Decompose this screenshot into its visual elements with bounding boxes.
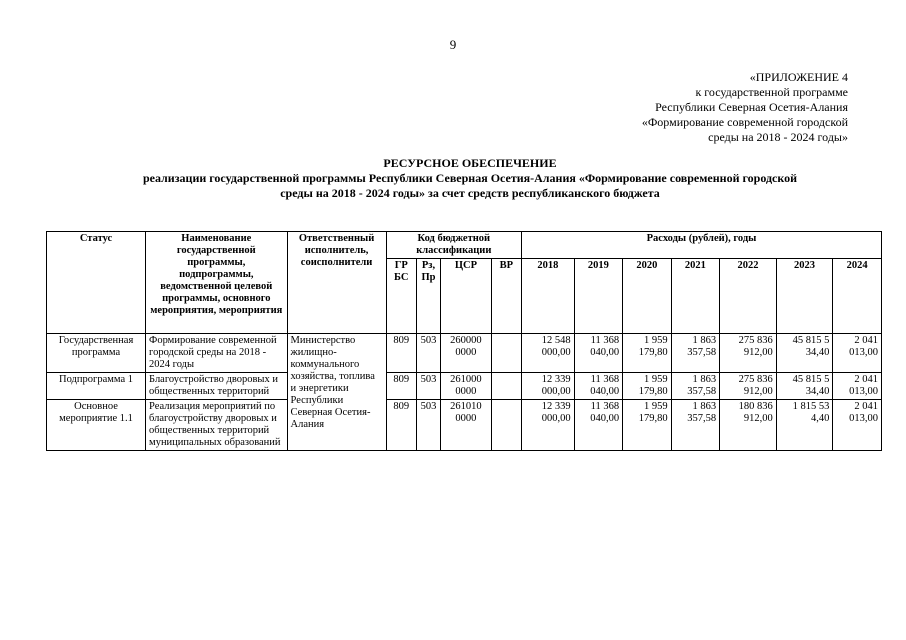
value-cell: 1 959 179,80 [623, 400, 672, 451]
appendix-line: «ПРИЛОЖЕНИЕ 4 [749, 70, 848, 84]
name-cell: Формирование современной городской среды на 2018 - 2024 годы [146, 334, 288, 373]
resource-table [46, 231, 882, 451]
table-row [47, 400, 882, 451]
table-row [47, 334, 882, 373]
value-cell: 11 368 040,00 [574, 373, 623, 400]
appendix-block [642, 70, 848, 145]
header-expenses: Расходы (рублей), годы [522, 232, 882, 259]
value-cell: 11 368 040,00 [574, 400, 623, 451]
header-year: 2024 [833, 259, 882, 334]
header-year: 2021 [671, 259, 720, 334]
value-cell: 45 815 5 34,40 [776, 373, 833, 400]
status-cell: Государственная программа [47, 334, 146, 373]
value-cell: 2 041 013,00 [833, 334, 882, 373]
document-title [70, 156, 870, 201]
table-row [47, 373, 882, 400]
title-line: среды на 2018 - 2024 годы» за счет средств республиканского бюджета [280, 186, 660, 200]
header-grbs: ГР БС [386, 259, 416, 334]
csr-cell: 261000 0000 [441, 373, 492, 400]
header-rzpr: Рз, Пр [416, 259, 440, 334]
header-csr: ЦСР [441, 259, 492, 334]
value-cell: 180 836 912,00 [720, 400, 777, 451]
grbs-cell: 809 [386, 334, 416, 373]
header-year: 2019 [574, 259, 623, 334]
header-vr: ВР [491, 259, 521, 334]
value-cell: 12 339 000,00 [522, 373, 575, 400]
value-cell: 2 041 013,00 [833, 400, 882, 451]
value-cell: 1 815 53 4,40 [776, 400, 833, 451]
header-year: 2023 [776, 259, 833, 334]
csr-cell: 260000 0000 [441, 334, 492, 373]
header-status: Статус [47, 232, 146, 334]
value-cell: 1 959 179,80 [623, 373, 672, 400]
value-cell: 12 548 000,00 [522, 334, 575, 373]
responsible-cell: Министерство жилищно-коммунального хозяйства, топлива и энергетики Республики Северная Осетия-Алания [287, 334, 386, 451]
vr-cell [491, 400, 521, 451]
header-name: Наименование государственной программы, подпрограммы, ведомственной целевой программы, основного мероприятия, мероприятия [146, 232, 288, 334]
header-responsible: Ответственный исполнитель, соисполнители [287, 232, 386, 334]
appendix-line: «Формирование современной городской [641, 115, 848, 129]
header-budget-code: Код бюджетной классификации [386, 232, 521, 259]
appendix-line: среды на 2018 - 2024 годы» [708, 130, 848, 144]
header-year: 2022 [720, 259, 777, 334]
name-cell: Благоустройство дворовых и общественных территорий [146, 373, 288, 400]
appendix-line: Республики Северная Осетия-Алания [655, 100, 848, 114]
rzpr-cell: 503 [416, 400, 440, 451]
header-row [47, 232, 882, 259]
value-cell: 1 959 179,80 [623, 334, 672, 373]
value-cell: 1 863 357,58 [671, 334, 720, 373]
title-heading: РЕСУРСНОЕ ОБЕСПЕЧЕНИЕ [383, 156, 557, 170]
header-year: 2020 [623, 259, 672, 334]
title-line: реализации государственной программы Республики Северная Осетия-Алания «Формирование современной городской [142, 171, 798, 185]
csr-cell: 261010 0000 [441, 400, 492, 451]
status-cell: Подпрограмма 1 [47, 373, 146, 400]
name-cell: Реализация мероприятий по благоустройству дворовых и общественных территорий муниципальных образований [146, 400, 288, 451]
value-cell: 2 041 013,00 [833, 373, 882, 400]
value-cell: 275 836 912,00 [720, 373, 777, 400]
status-cell: Основное мероприятие 1.1 [47, 400, 146, 451]
value-cell: 1 863 357,58 [671, 373, 720, 400]
rzpr-cell: 503 [416, 373, 440, 400]
grbs-cell: 809 [386, 373, 416, 400]
header-year: 2018 [522, 259, 575, 334]
value-cell: 11 368 040,00 [574, 334, 623, 373]
page-number: 9 [449, 37, 457, 52]
vr-cell [491, 334, 521, 373]
grbs-cell: 809 [386, 400, 416, 451]
value-cell: 275 836 912,00 [720, 334, 777, 373]
value-cell: 45 815 5 34,40 [776, 334, 833, 373]
appendix-line: к государственной программе [695, 85, 848, 99]
value-cell: 1 863 357,58 [671, 400, 720, 451]
vr-cell [491, 373, 521, 400]
value-cell: 12 339 000,00 [522, 400, 575, 451]
rzpr-cell: 503 [416, 334, 440, 373]
